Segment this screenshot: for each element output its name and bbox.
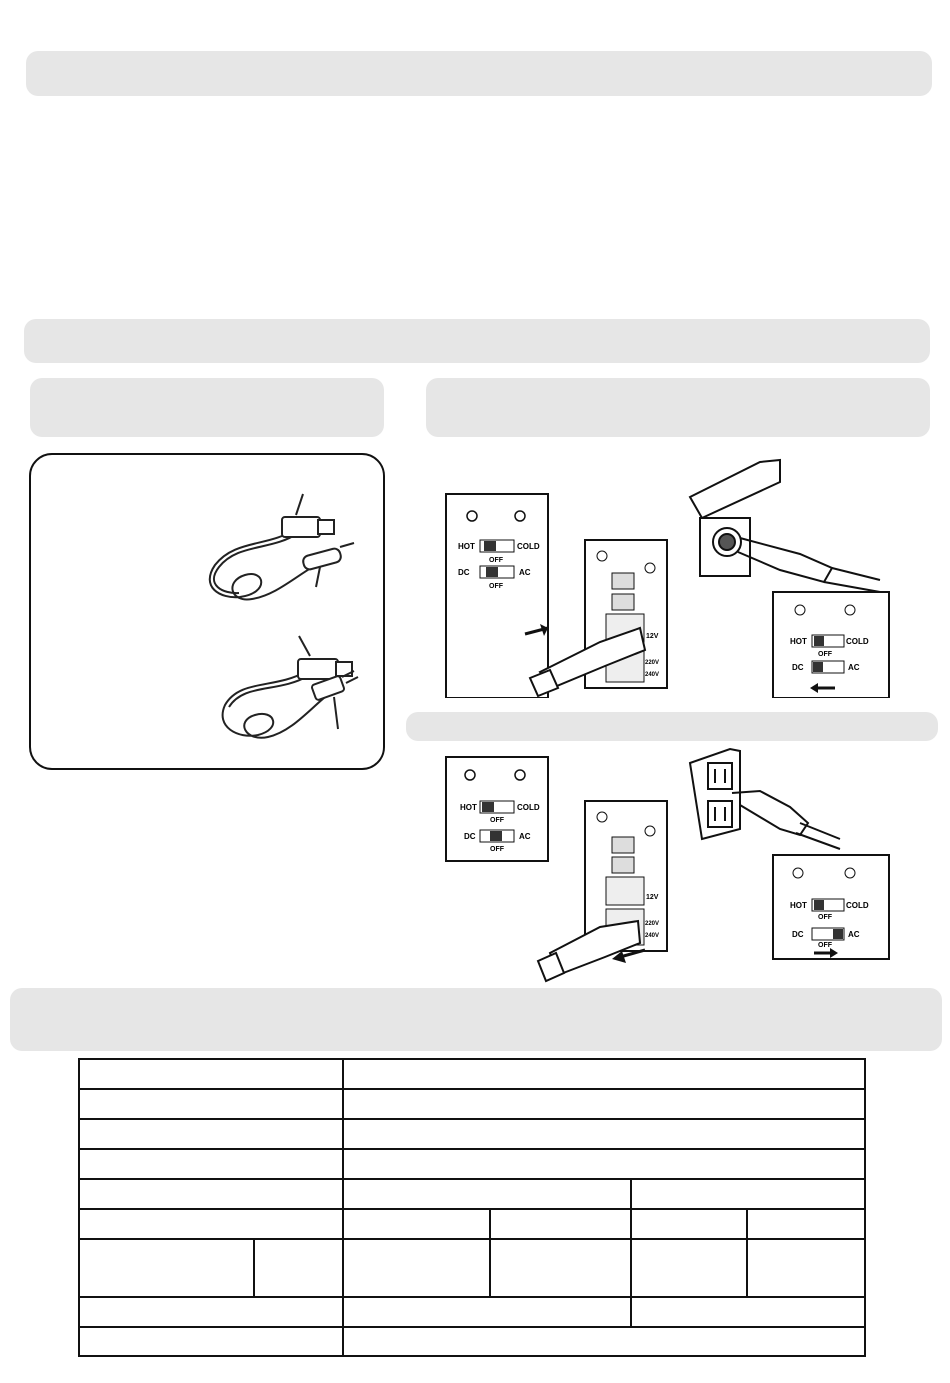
panel-label-ac: AC [848,663,860,672]
panel-label-dc: DC [458,568,470,577]
specifications-header-bar [10,988,942,1051]
panel-label-220v: 220V [645,921,660,927]
table-cell [747,1239,865,1297]
table-row [79,1297,865,1327]
ac-connection-subheader-bar [406,712,938,741]
panel-label-220v: 220V [645,660,660,666]
table-cell [79,1119,343,1149]
table-row [79,1209,865,1239]
dc-connection-subheader-bar [426,378,930,437]
panel-label-hot: HOT [790,901,807,910]
table-cell [79,1149,343,1179]
panel-label-dc: DC [464,832,476,841]
panel-label-ac: AC [519,832,531,841]
panel-label-off: OFF [818,651,832,658]
table-cell [631,1239,747,1297]
panel-label-cold: COLD [517,803,540,812]
specifications-table [78,1058,866,1357]
table-row [79,1179,865,1209]
panel-label-ac: AC [848,930,860,939]
table-cell [343,1149,865,1179]
table-cell [254,1239,343,1297]
table-cell [343,1179,631,1209]
panel-label-off: OFF [489,557,503,564]
panel-label-cold: COLD [846,901,869,910]
section-header-bar-2 [24,319,930,363]
car-socket-illustration [690,460,880,592]
table-cell [490,1209,631,1239]
panel-label-12v: 12V [646,633,659,640]
panel-label-12v: 12V [646,894,659,901]
panel-label-cold: COLD [846,637,869,646]
panel-label-off: OFF [818,914,832,921]
table-cell [343,1059,865,1089]
panel-label-dc: DC [792,930,804,939]
table-row [79,1149,865,1179]
table-row [79,1059,865,1089]
table-row [79,1119,865,1149]
table-row [79,1327,865,1356]
table-cell [343,1209,490,1239]
table-cell [343,1327,865,1356]
cables-figure [20,447,394,775]
table-cell [79,1209,343,1239]
panel-label-off: OFF [490,846,504,853]
table-cell [79,1327,343,1356]
dc-connection-figure [440,452,895,698]
table-cell [747,1209,865,1239]
table-cell [79,1089,343,1119]
section-header-bar-1 [26,51,932,96]
table-cell [490,1239,631,1297]
wall-outlet-illustration [690,749,840,849]
panel-label-hot: HOT [460,803,477,812]
table-cell [343,1119,865,1149]
panel-label-hot: HOT [790,637,807,646]
panel-label-240v: 240V [645,933,660,939]
ac-panel-right [773,855,889,959]
table-cell [631,1209,747,1239]
table-cell [631,1179,865,1209]
panel-label-cold: COLD [517,542,540,551]
table-cell [343,1297,631,1327]
ac-connection-figure [440,743,895,986]
ac-panel-center [538,801,667,981]
table-cell [631,1297,865,1327]
ac-panel-left [446,757,548,861]
table-row [79,1239,865,1297]
dc-panel-left [446,494,548,698]
panel-label-off: OFF [489,583,503,590]
table-cell [79,1297,343,1327]
table-cell [343,1089,865,1119]
panel-label-off: OFF [490,817,504,824]
cables-subheader-bar [30,378,384,437]
dc-panel-right [773,592,889,698]
panel-label-240v: 240V [645,672,660,678]
panel-label-ac: AC [519,568,531,577]
panel-label-off: OFF [818,942,832,949]
table-cell [79,1179,343,1209]
panel-label-hot: HOT [458,542,475,551]
table-cell [343,1239,490,1297]
table-cell [79,1059,343,1089]
panel-label-dc: DC [792,663,804,672]
table-cell [79,1239,254,1297]
table-row [79,1089,865,1119]
